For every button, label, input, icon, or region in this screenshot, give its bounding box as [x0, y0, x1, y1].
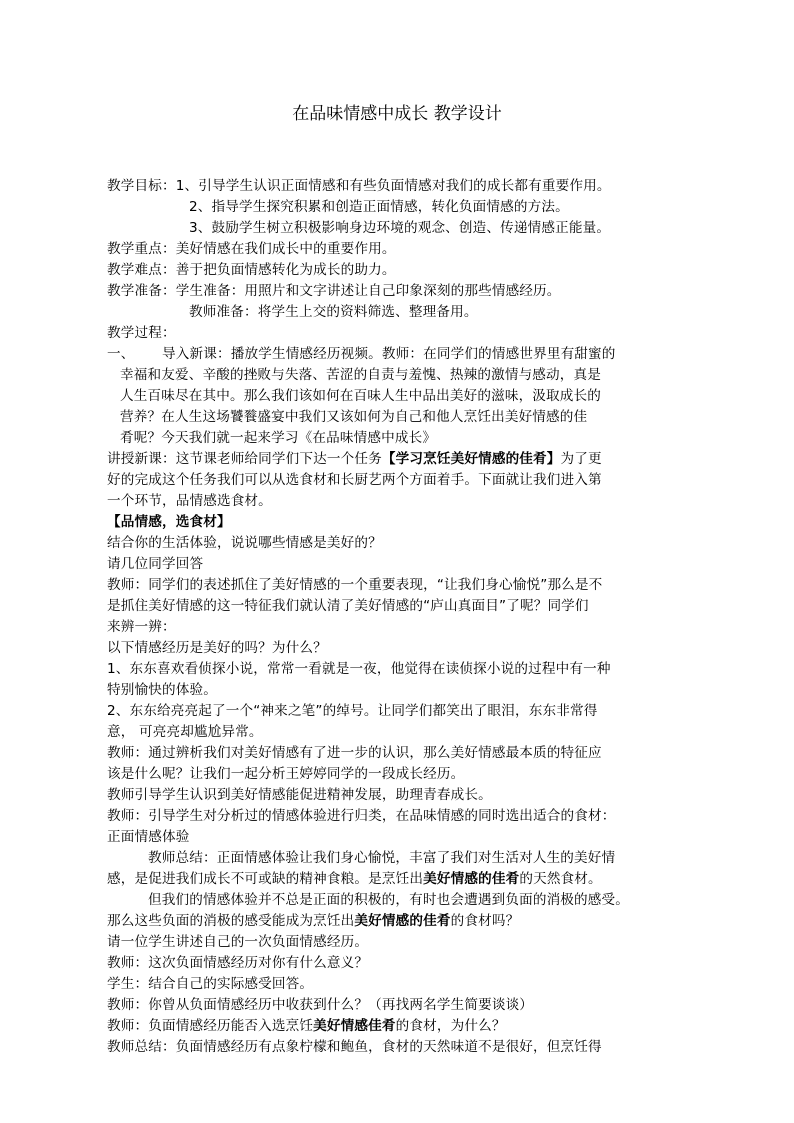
body-line: 正面情感体验 [107, 829, 190, 845]
body-line: 教师引导学生认识到美好情感能促进精神发展，助理青春成长。 [107, 787, 492, 803]
body-line: 来辨一辨： [107, 619, 176, 635]
body-line: 教师：你曾从负面情感经历中收获到什么？（再找两名学生简要谈谈） [107, 997, 534, 1013]
body-line: 教师：通过辨析我们对美好情感有了进一步的认识，那么美好情感最本质的特征应 [107, 745, 602, 761]
body-line: 请几位同学回答 [107, 556, 204, 572]
negative-text: 那么这些负面的消极的感受能成为烹饪出 [107, 913, 355, 929]
negative-line [107, 911, 519, 931]
difficulty: 教学难点：善于把负面情感转化为成长的助力。 [107, 262, 396, 278]
goal-item-3: 3、鼓励学生树立积极影响身边环境的观念、创造、传递情感正能量。 [189, 220, 611, 236]
body-line: 该是什么呢？让我们一起分析王婷婷同学的一段成长经历。 [107, 766, 465, 782]
prep-student: 教学准备：学生准备：用照片和文字讲述让自己印象深刻的那些情感经历。 [107, 283, 561, 299]
question-line [107, 1016, 506, 1036]
intro-line: 幸福和友爱、辛酸的挫败与失落、苦涩的自责与羞愧、热辣的激情与感动，真是 [120, 367, 602, 383]
final-summary-line: 教师总结：负面情感经历有点象柠檬和鲍鱼，食材的天然味道不是很好，但烹饪得 [107, 1039, 602, 1055]
body-line: 结合你的生活体验，说说哪些情感是美好的？ [107, 535, 382, 551]
negative-line: 但我们的情感体验并不总是正面的积极的，有时也会遭遇到负面的消极的感受。 [148, 892, 630, 908]
bold-phrase: 美好情感的佳肴 [354, 913, 451, 929]
intro-number: 一、 [107, 346, 135, 362]
body-line: 教师：同学们的表述抓住了美好情感的一个重要表现，“让我们身心愉悦”那么是不 [107, 577, 603, 593]
intro-line: 导入新课：播放学生情感经历视频。教师：在同学们的情感世界里有甜蜜的 [162, 346, 616, 362]
summary-line [107, 869, 602, 889]
lecture-line [107, 449, 602, 469]
body-line: 学生：结合自己的实际感受回答。 [107, 976, 314, 992]
task-highlight: 【学习烹饪美好情感的佳肴】 [381, 451, 561, 467]
goal-item-2: 2、指导学生探究积累和创造正面情感，转化负面情感的方法。 [189, 199, 569, 215]
intro-line: 肴呢？今天我们就一起来学习《在品味情感中成长》 [120, 430, 437, 446]
intro-line: 人生百味尽在其中。那么我们该如何在百味人生中品出美好的滋味，汲取成长的 [120, 388, 602, 404]
body-line: 意， 可亮亮却尴尬异常。 [107, 724, 263, 740]
body-line: 是抓住美好情感的这一特征我们就认清了美好情感的“庐山真面目”了呢？同学们 [107, 598, 589, 614]
body-line: 特别愉快的体验。 [107, 682, 217, 698]
lecture-line: 好的完成这个任务我们可以从选食材和长厨艺两个方面着手。下面就让我们进入第 [107, 472, 602, 488]
lecture-line: 一个环节，品情感选食材。 [107, 493, 272, 509]
summary-text: 感，是促进我们成长不可或缺的精神食粮。是烹饪出 [107, 871, 424, 887]
goal-item-1: 1、引导学生认识正面情感和有些负面情感对我们的成长都有重要作用。 [175, 178, 611, 194]
body-line: 2、东东给亮亮起了一个“神来之笔”的绰号。让同学们都笑出了眼泪，东东非常得 [107, 703, 598, 719]
lecture-text: 讲授新课：这节课老师给同学们下达一个任务 [107, 451, 382, 467]
process-label: 教学过程： [107, 325, 176, 341]
negative-text: 的食材吗？ [450, 913, 520, 929]
lecture-text: 为了更 [560, 451, 602, 467]
document-title: 在品味情感中成长 教学设计 [292, 104, 502, 124]
body-line: 1、东东喜欢看侦探小说，常常一看就是一夜，他觉得在读侦探小说的过程中有一种 [107, 661, 611, 677]
bold-phrase: 美好情感佳肴 [313, 1018, 396, 1034]
body-line: 请一位学生讲述自己的一次负面情感经历。 [107, 934, 369, 950]
section-heading: 【品情感，选食材】 [107, 514, 231, 530]
prep-teacher: 教师准备：将学生上交的资料筛选、整理备用。 [189, 304, 478, 320]
summary-text: 的天然食材。 [519, 871, 602, 887]
key-point: 教学重点：美好情感在我们成长中的重要作用。 [107, 241, 396, 257]
bold-phrase: 美好情感的佳肴 [423, 871, 520, 887]
body-line: 教师：这次负面情感经历对你有什么意义？ [107, 955, 369, 971]
summary-line: 教师总结：正面情感体验让我们身心愉悦，丰富了我们对生活对人生的美好情 [148, 850, 616, 866]
body-line: 以下情感经历是美好的吗？为什么？ [107, 640, 327, 656]
intro-line: 营养？在人生这场饕餮盛宴中我们又该如何为自己和他人烹饪出美好情感的佳 [120, 409, 588, 425]
question-text: 教师：负面情感经历能否入选烹饪 [107, 1018, 314, 1034]
goals-label: 教学目标： [107, 178, 176, 194]
goals-line-1 [107, 176, 611, 196]
question-text: 的食材，为什么？ [395, 1018, 506, 1034]
body-line: 教师：引导学生对分析过的情感体验进行归类，在品味情感的同时选出适合的食材： [107, 808, 616, 824]
